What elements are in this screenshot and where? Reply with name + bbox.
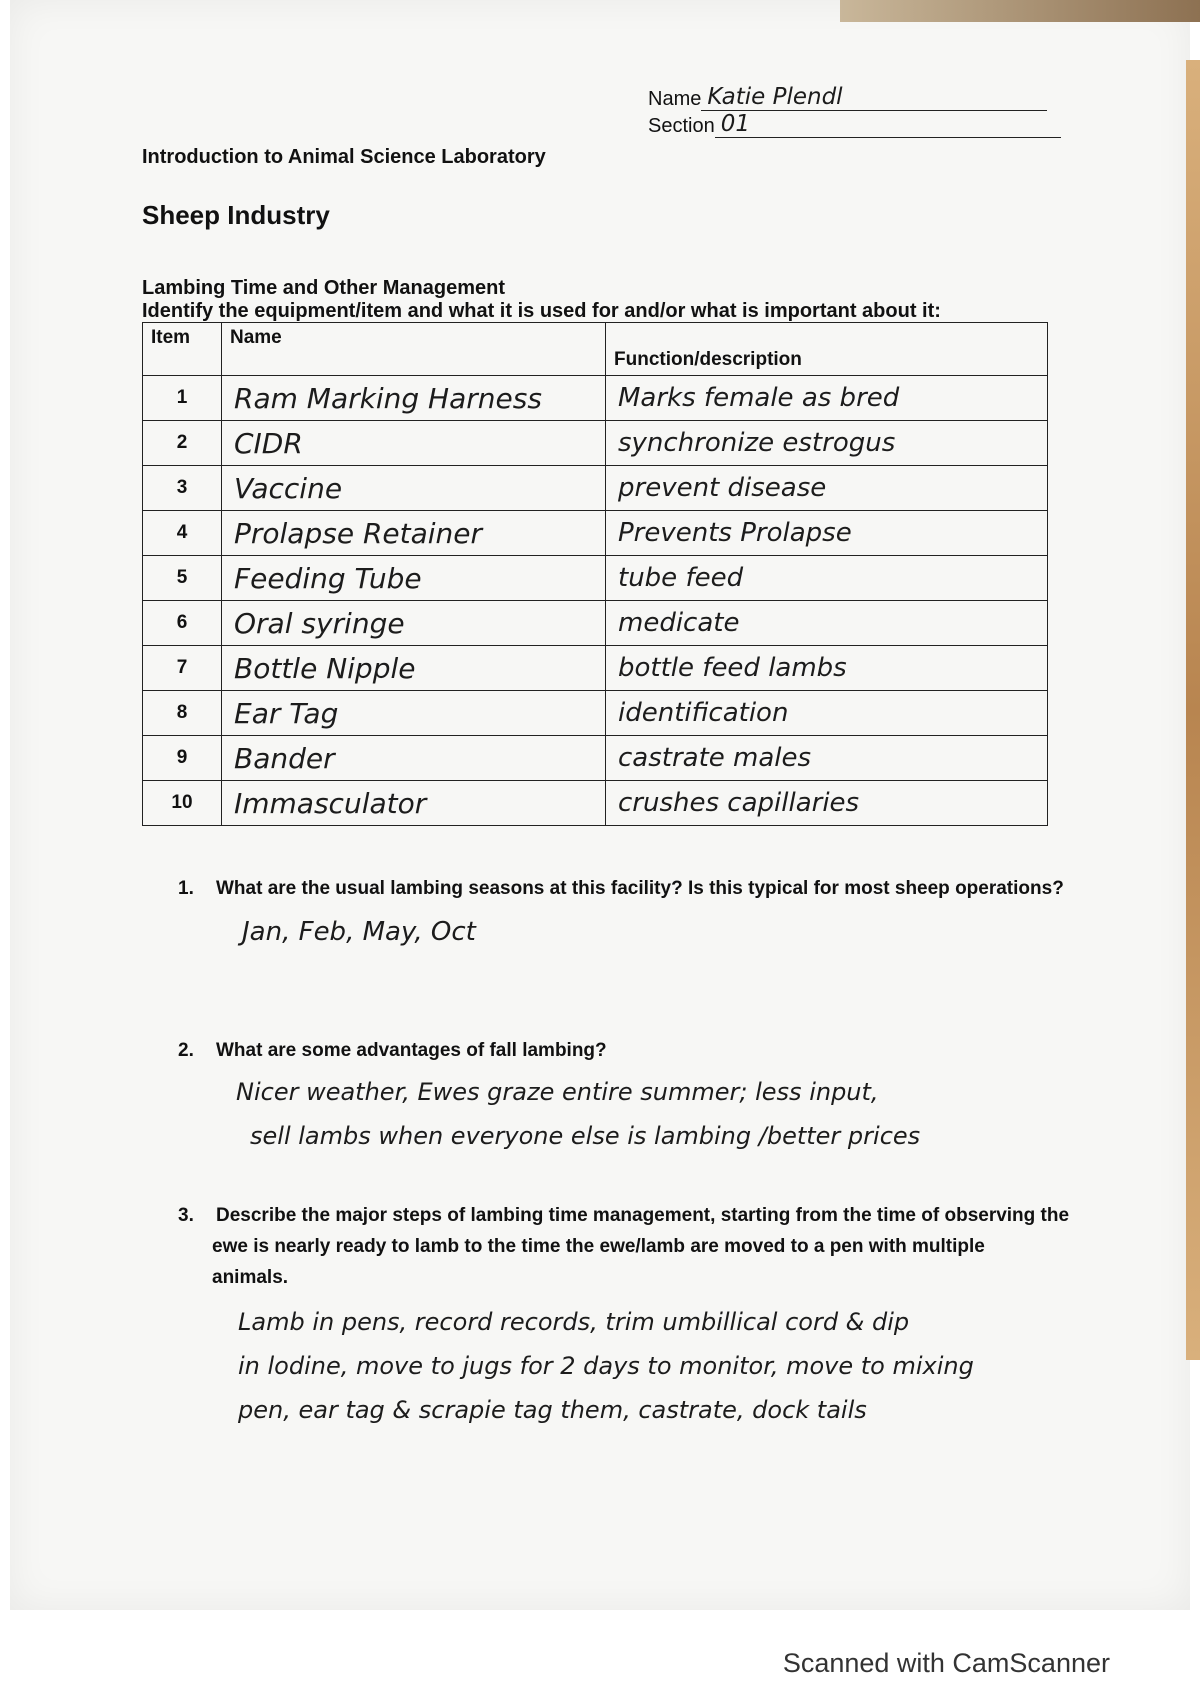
item-function: tube feed <box>606 556 1048 601</box>
question-text: What are the usual lambing seasons at this facility? Is this typical for most sheep operations? <box>216 878 1064 899</box>
item-function: Marks female as bred <box>606 376 1048 421</box>
table-header-row <box>143 323 1048 376</box>
table-row <box>143 421 1048 466</box>
table-row <box>143 601 1048 646</box>
answer-line: pen, ear tag & scrapie tag them, castrate, dock tails <box>238 1396 867 1424</box>
item-number: 10 <box>143 781 222 826</box>
table-row <box>143 691 1048 736</box>
table-row <box>143 736 1048 781</box>
question-1 <box>178 878 1064 900</box>
item-number: 1 <box>143 376 222 421</box>
question-text: What are some advantages of fall lambing? <box>216 1040 607 1061</box>
item-function: synchronize estrogus <box>606 421 1048 466</box>
answer-1 <box>242 910 476 954</box>
table-row <box>143 376 1048 421</box>
question-number: 3. <box>178 1205 194 1226</box>
item-name: Prolapse Retainer <box>222 511 606 556</box>
scanner-watermark: Scanned with CamScanner <box>782 1648 1110 1678</box>
table-instruction: Identify the equipment/item and what it is used for and/or what is important about it: <box>142 300 941 322</box>
name-field <box>648 86 1047 111</box>
item-name: Bander <box>222 736 606 781</box>
item-function: bottle feed lambs <box>606 646 1048 691</box>
section-label: Section <box>648 115 715 137</box>
background-wood <box>840 0 1200 22</box>
item-name: Vaccine <box>222 466 606 511</box>
answer-line: Jan, Feb, May, Oct <box>242 917 476 947</box>
name-value: Katie Plendl <box>701 86 1047 111</box>
column-header-item: Item <box>143 323 222 376</box>
item-name: CIDR <box>222 421 606 466</box>
item-name: Ear Tag <box>222 691 606 736</box>
item-name: Feeding Tube <box>222 556 606 601</box>
section-value: 01 <box>715 113 1061 138</box>
table-row <box>143 511 1048 556</box>
item-number: 5 <box>143 556 222 601</box>
item-function: crushes capillaries <box>606 781 1048 826</box>
item-function: medicate <box>606 601 1048 646</box>
item-function: identification <box>606 691 1048 736</box>
page-title: Sheep Industry <box>142 200 330 230</box>
course-title: Introduction to Animal Science Laboratory <box>142 146 546 168</box>
item-name: Ram Marking Harness <box>222 376 606 421</box>
name-label: Name <box>648 88 702 110</box>
answer-2 <box>236 1070 920 1158</box>
question-number: 2. <box>178 1040 194 1061</box>
item-function: Prevents Prolapse <box>606 511 1048 556</box>
table-row <box>143 466 1048 511</box>
question-text-line: Describe the major steps of lambing time management, starting from the time of observing the <box>216 1205 1070 1226</box>
question-text-line: ewe is nearly ready to lamb to the time the ewe/lamb are moved to a pen with multiple <box>212 1236 985 1257</box>
answer-line: in lodine, move to jugs for 2 days to monitor, move to mixing <box>238 1352 974 1380</box>
item-number: 3 <box>143 466 222 511</box>
section-field <box>648 113 1061 138</box>
answer-3 <box>238 1300 974 1432</box>
item-name: Bottle Nipple <box>222 646 606 691</box>
item-number: 6 <box>143 601 222 646</box>
question-text-line: animals. <box>212 1267 289 1288</box>
answer-line: sell lambs when everyone else is lambing /better prices <box>250 1122 921 1150</box>
item-number: 4 <box>143 511 222 556</box>
section-heading: Lambing Time and Other Management <box>142 277 506 299</box>
item-number: 9 <box>143 736 222 781</box>
item-name: Immasculator <box>222 781 606 826</box>
item-number: 7 <box>143 646 222 691</box>
column-header-function: Function/description <box>606 323 1048 376</box>
table-row <box>143 781 1048 826</box>
question-number: 1. <box>178 878 194 899</box>
table-row <box>143 556 1048 601</box>
item-name: Oral syringe <box>222 601 606 646</box>
column-header-name: Name <box>222 323 606 376</box>
item-number: 2 <box>143 421 222 466</box>
item-function: castrate males <box>606 736 1048 781</box>
table-row <box>143 646 1048 691</box>
item-function: prevent disease <box>606 466 1048 511</box>
background-wood-edge <box>1186 60 1200 1360</box>
answer-line: Nicer weather, Ewes graze entire summer; less input, <box>236 1078 879 1106</box>
question-2 <box>178 1040 607 1062</box>
equipment-table <box>142 322 1048 826</box>
answer-line: Lamb in pens, record records, trim umbillical cord & dip <box>238 1308 910 1336</box>
item-number: 8 <box>143 691 222 736</box>
question-3 <box>178 1200 1069 1293</box>
